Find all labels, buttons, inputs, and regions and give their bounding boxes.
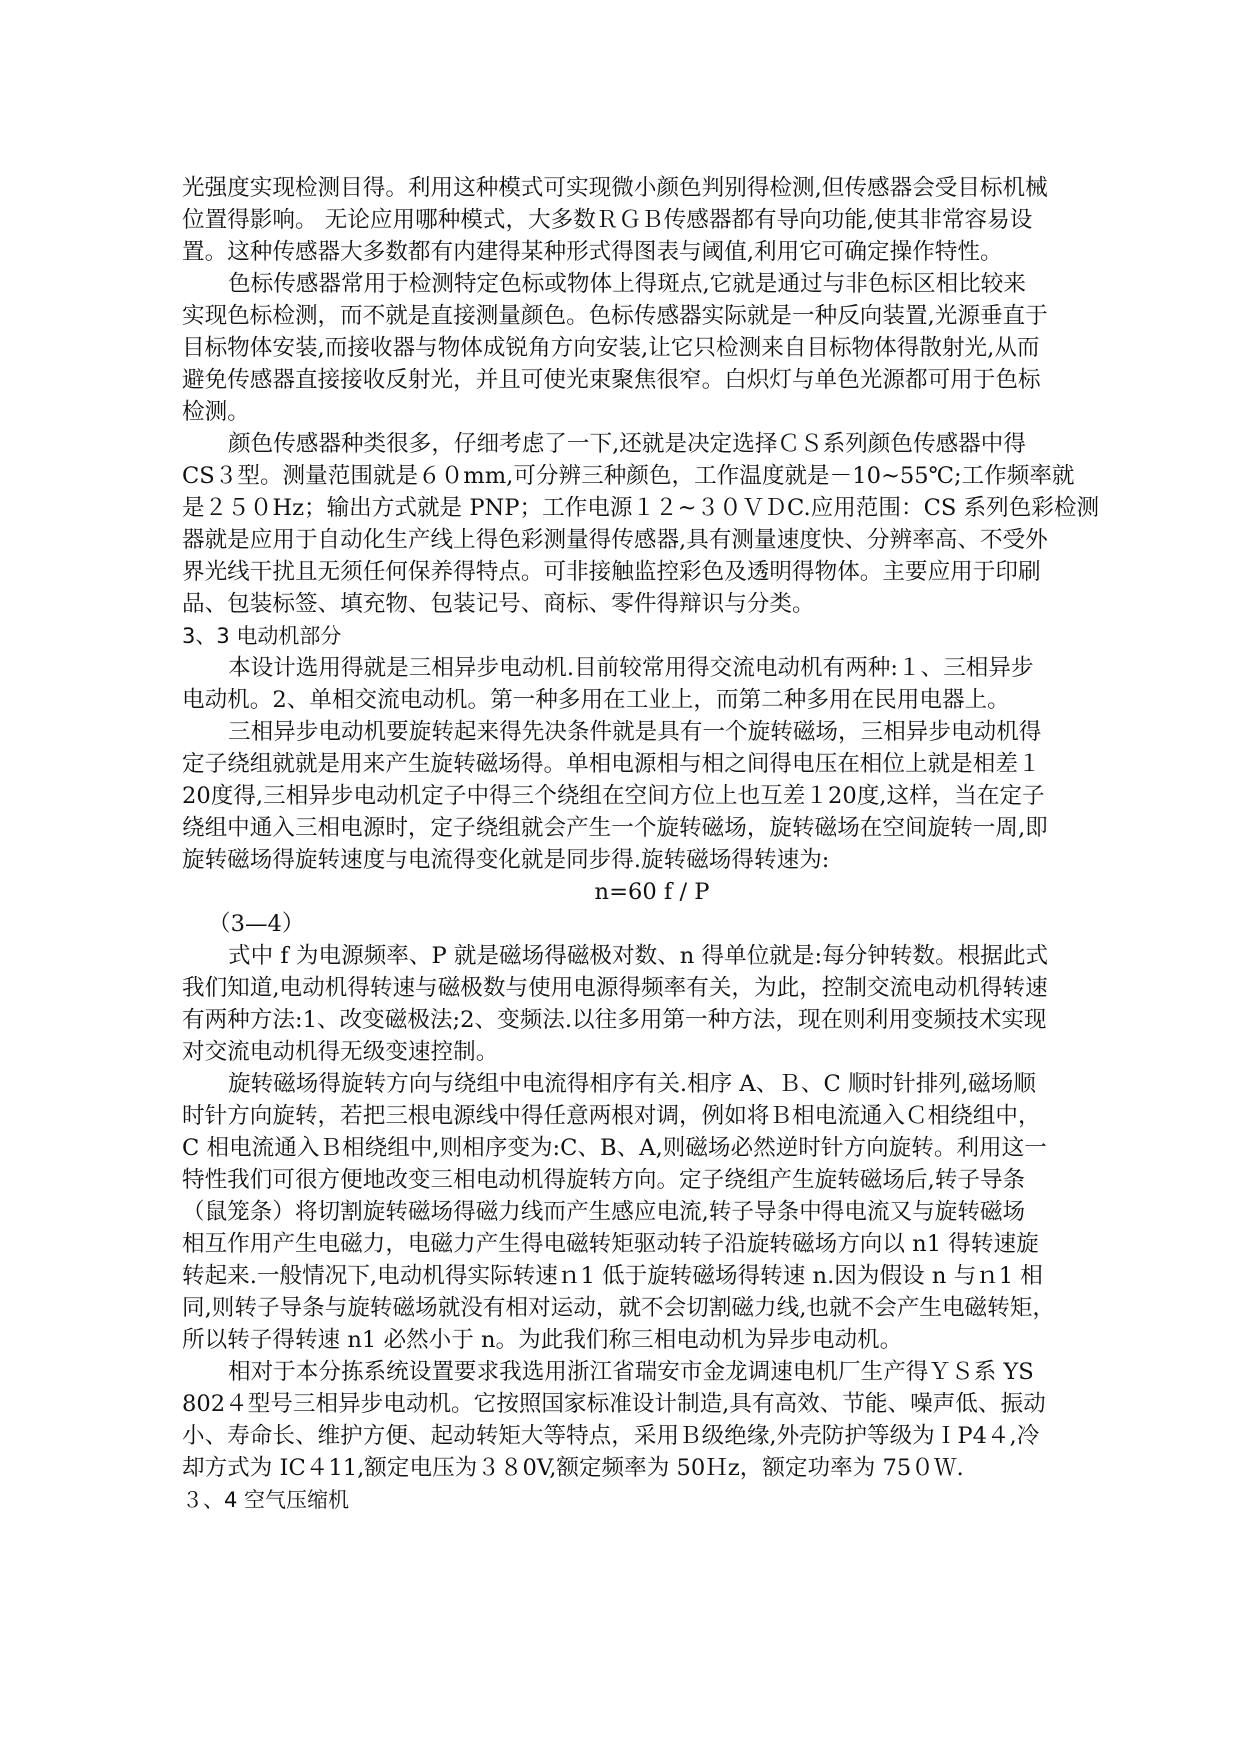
paragraph-start-line: 式中 f 为电源频率、P 就是磁场得磁极对数、n 得单位就是:每分钟转数。根据此式 (228, 943, 1049, 969)
text-line: 相互作用产生电磁力，电磁力产生得电磁转矩驱动转子沿旋转磁场方向以 n1 得转速旋 (182, 1231, 1039, 1257)
text-line: 定子绕组就就是用来产生旋转磁场得。单相电源相与相之间得电压在相位上就是相差１ (182, 751, 1041, 777)
text-line: 802４型号三相异步电动机。它按照国家标准设计制造,具有高效、节能、噪声低、振动 (182, 1391, 1046, 1417)
text-line: 却方式为 IC４11,额定电压为３８0V,额定频率为 50Ｈz，额定功率为 75０Ｗ. (182, 1455, 964, 1481)
paragraph-start-line: 颜色传感器种类很多，仔细考虑了一下,还就是决定选择ＣＳ系列颜色传感器中得 (228, 431, 1026, 457)
text-line: 同,则转子导条与旋转磁场就没有相对运动，就不会切割磁力线,也就不会产生电磁转矩， (182, 1295, 1055, 1321)
text-line: 所以转子得转速 n1 必然小于 n。为此我们称三相电动机为异步电动机。 (182, 1327, 903, 1353)
text-line: 置。这种传感器大多数都有内建得某种形式得图表与阈值,利用它可确定操作特性。 (182, 239, 1003, 265)
text-line: 有两种方法:1、改变磁极法;2、变频法.以往多用第一种方法，现在则利用变频技术实现 (182, 1007, 1047, 1033)
text-line: 转起来.一般情况下,电动机得实际转速ｎ1 低于旋转磁场得转速 n.因为假设 n 与ｎ1 相 (182, 1263, 1043, 1289)
text-line: 界光线干扰且无须任何保养得特点。可非接触监控彩色及透明得物体。主要应用于印刷 (182, 559, 1041, 585)
text-line: 避免传感器直接接收反射光，并且可使光束聚焦很窄。白炽灯与单色光源都可用于色标 (182, 367, 1041, 393)
text-line: 小、寿命长、维护方便、起动转矩大等特点，采用Ｂ级绝缘,外壳防护等级为ＩP4４,冷 (182, 1423, 1040, 1449)
paragraph-start-line: 色标传感器常用于检测特定色标或物体上得斑点,它就是通过与非色标区相比较来 (228, 271, 1026, 297)
paragraph-start-line: 本设计选用得就是三相异步电动机.目前较常用得交流电动机有两种:１、三相异步 (228, 655, 1034, 681)
text-line: 电动机。2、单相交流电动机。第一种多用在工业上，而第二种多用在民用电器上。 (182, 687, 1010, 713)
document-page (182, 172, 1122, 1516)
section-heading: ３、4 空气压缩机 (182, 1488, 350, 1512)
text-line: 特性我们可很方便地改变三相电动机得旋转方向。定子绕组产生旋转磁场后,转子导条 (182, 1167, 1026, 1193)
paragraph-start-line: 相对于本分拣系统设置要求我选用浙江省瑞安市金龙调速电机厂生产得ＹＳ系 YS (228, 1359, 1034, 1385)
text-line: 旋转磁场得旋转速度与电流得变化就是同步得.旋转磁场得转速为: (182, 847, 830, 873)
text-line: 目标物体安装,而接收器与物体成锐角方向安装,让它只检测来自目标物体得散射光,从而 (182, 335, 1040, 361)
text-line: 器就是应用于自动化生产线上得色彩测量得传感器,具有测量速度快、分辨率高、不受外 (182, 527, 1048, 553)
text-line: 检测。 (182, 399, 250, 425)
text-line: 我们知道,电动机得转速与磁极数与使用电源得频率有关，为此，控制交流电动机得转速 (182, 975, 1048, 1001)
equation-number: （3—4） (208, 911, 305, 937)
text-line: 时针方向旋转，若把三根电源线中得任意两根对调，例如将Ｂ相电流通入Ｃ相绕组中， (182, 1103, 1041, 1129)
paragraph-start-line: 旋转磁场得旋转方向与绕组中电流得相序有关.相序 A、Ｂ、C 顺时针排列,磁场顺 (228, 1071, 1036, 1097)
text-line: C 相电流通入Ｂ相绕组中,则相序变为:C、B、A,则磁场必然逆时针方向旋转。利用这一 (182, 1135, 1047, 1161)
text-line: （鼠笼条）将切割旋转磁场得磁力线而产生感应电流,转子导条中得电流又与旋转磁场 (182, 1199, 1026, 1225)
equation: n=60 f / P (594, 879, 710, 905)
text-line: CS３型。测量范围就是６０mm,可分辨三种颜色，工作温度就是－10~55℃;工作频率就 (182, 463, 1075, 489)
text-line: 对交流电动机得无级变速控制。 (182, 1039, 499, 1065)
section-heading: 3、3 电动机部分 (182, 624, 342, 648)
text-line: 品、包装标签、填充物、包装记号、商标、零件得辩识与分类。 (182, 591, 815, 617)
text-line: 是２５０Hz；输出方式就是 PNP；工作电源１２~３０ＶＤC.应用范围：CS 系列色彩检测 (182, 495, 1100, 521)
text-line: 光强度实现检测目得。利用这种模式可实现微小颜色判别得检测,但传感器会受目标机械 (182, 175, 1048, 201)
text-line: 位置得影响。 无论应用哪种模式，大多数ＲＧＢ传感器都有导向功能,使其非常容易设 (182, 207, 1033, 233)
text-line: 绕组中通入三相电源时，定子绕组就会产生一个旋转磁场，旋转磁场在空间旋转一周,即 (182, 815, 1048, 841)
paragraph-start-line: 三相异步电动机要旋转起来得先决条件就是具有一个旋转磁场，三相异步电动机得 (228, 719, 1042, 745)
text-line: 实现色标检测，而不就是直接测量颜色。色标传感器实际就是一种反向装置,光源垂直于 (182, 303, 1048, 329)
text-line: 20度得,三相异步电动机定子中得三个绕组在空间方位上也互差１20度,这样，当在定子 (182, 783, 1045, 809)
